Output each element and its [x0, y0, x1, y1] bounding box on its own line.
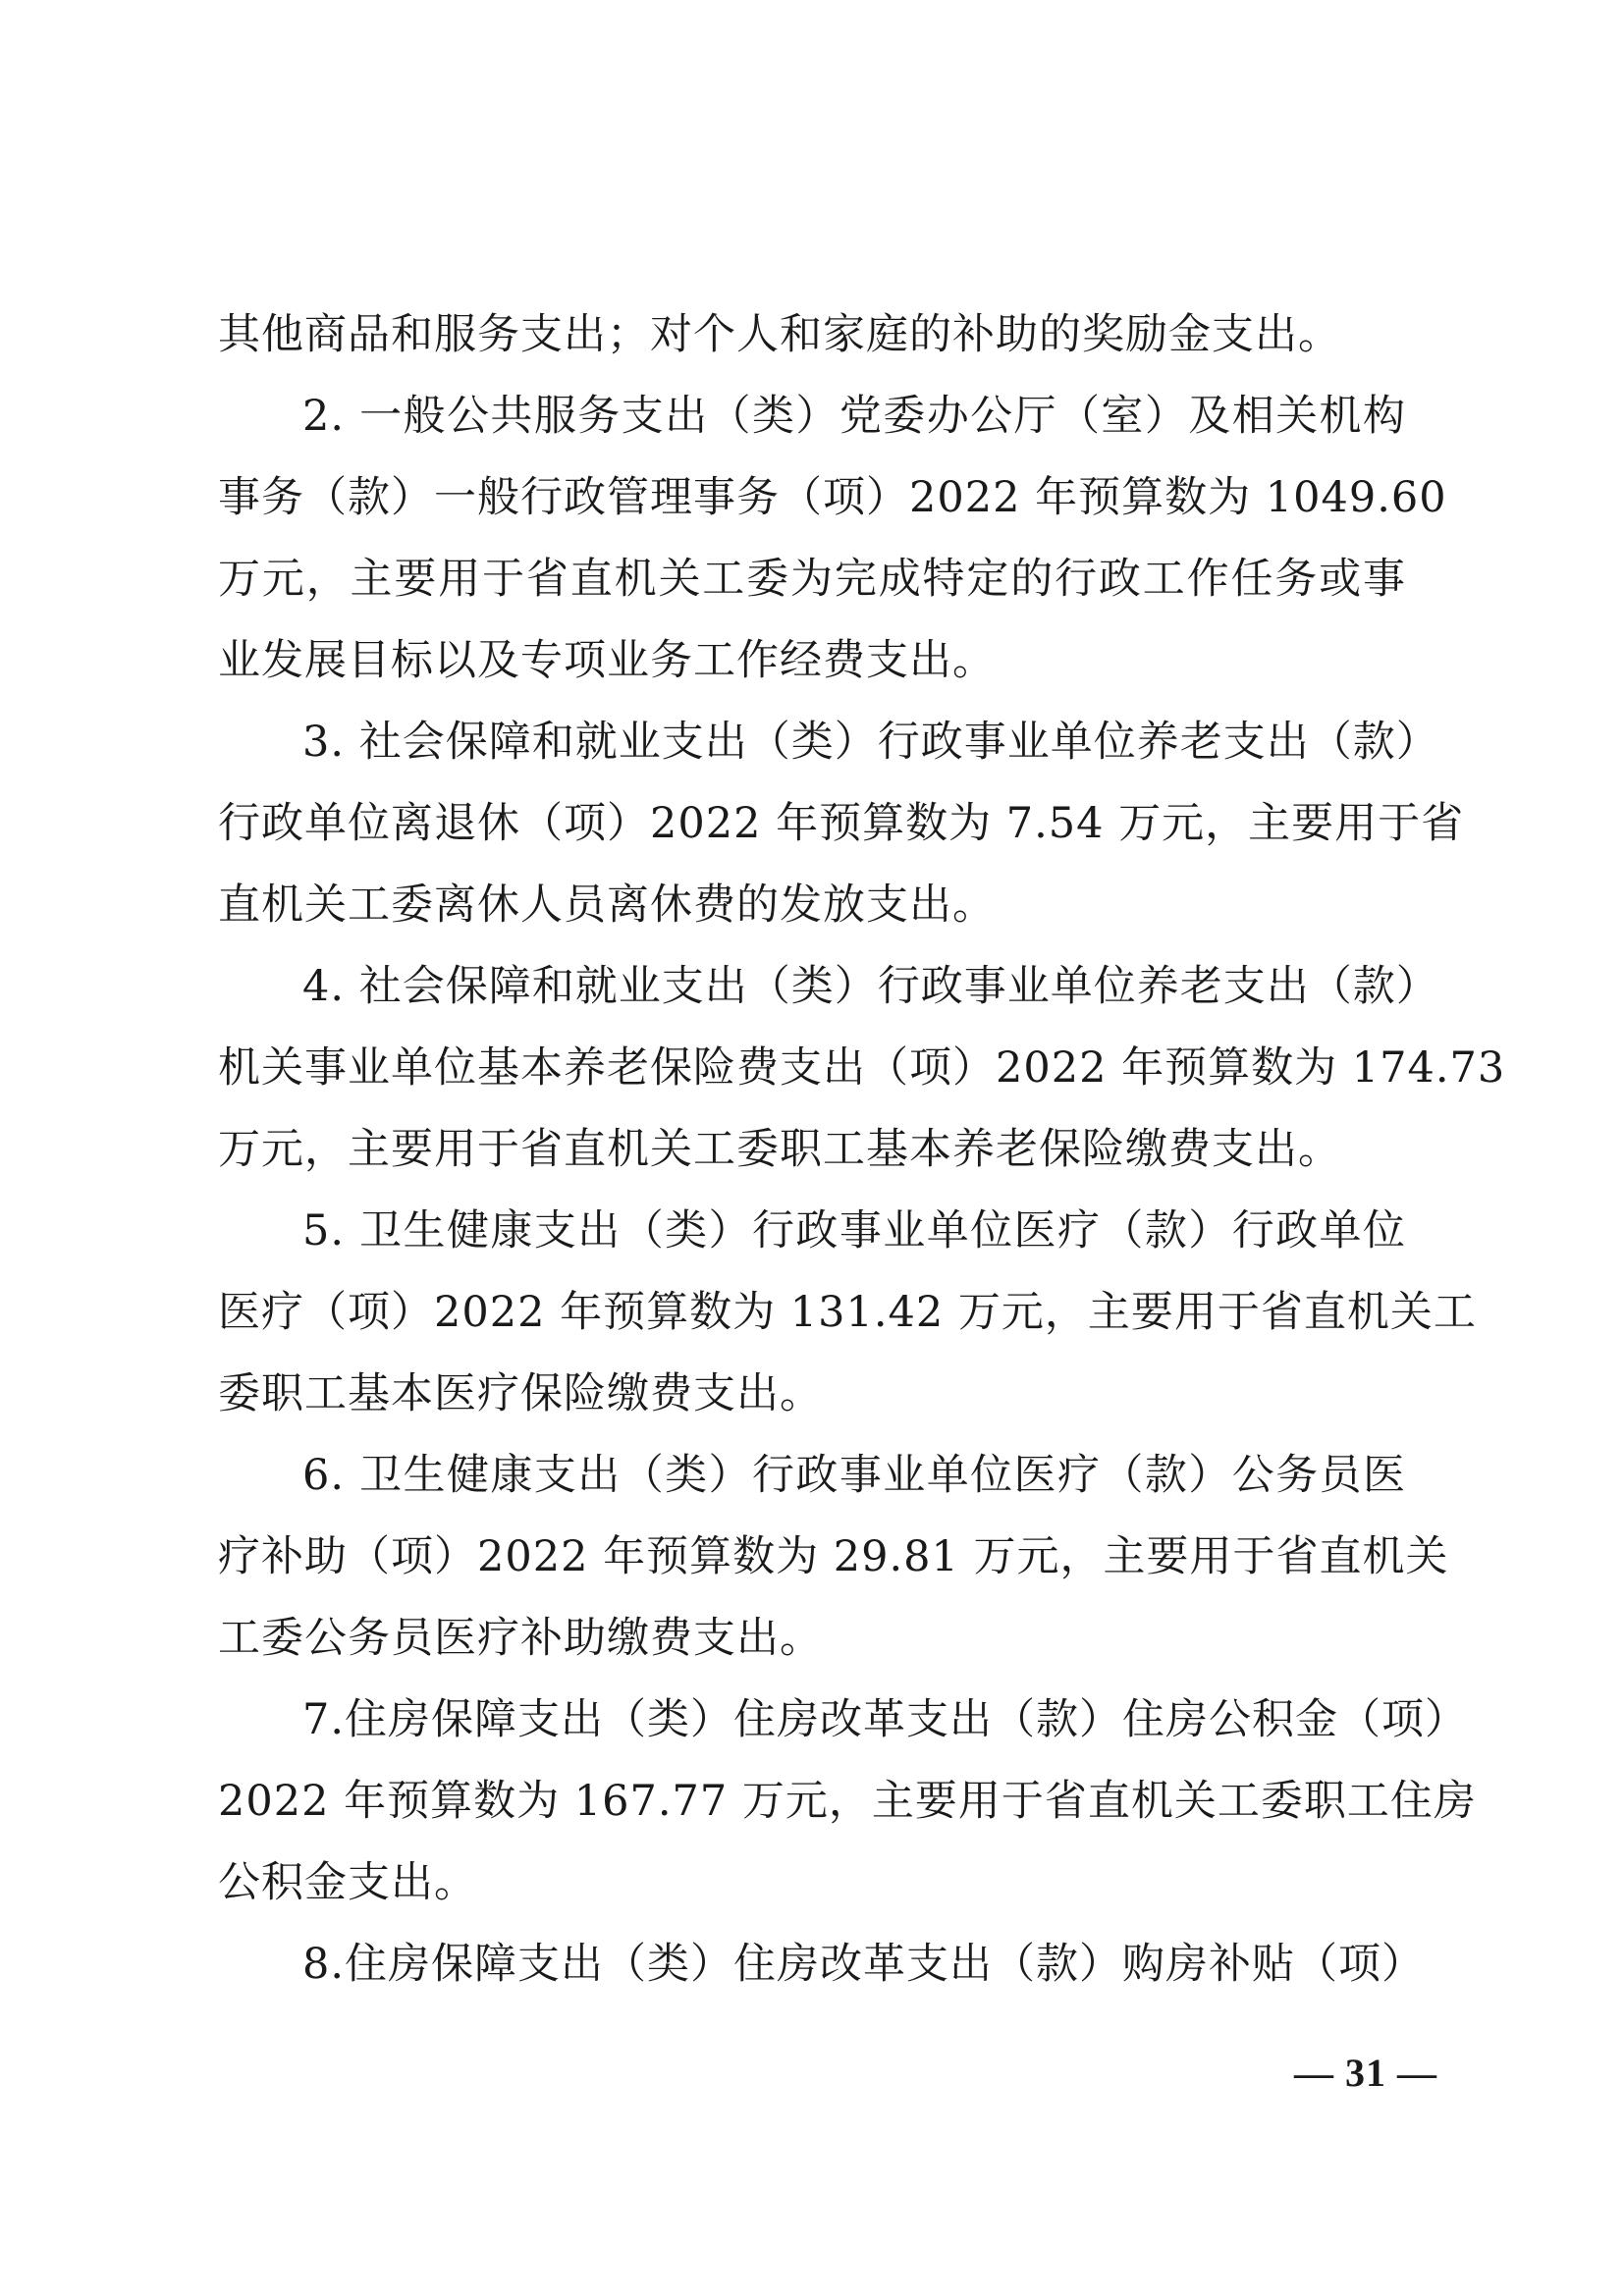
text-line: 2022 年预算数为 167.77 万元，主要用于省直机关工委职工住房	[218, 1777, 1477, 1826]
paragraph-first-line: 5. 卫生健康支出（类）行政事业单位医疗（款）行政单位	[302, 1206, 1406, 1255]
paragraph-first-line: 6. 卫生健康支出（类）行政事业单位医疗（款）公务员医	[302, 1451, 1406, 1500]
text-line: 工委公务员医疗补助缴费支出。	[218, 1614, 823, 1663]
text-line: 行政单位离退休（项）2022 年预算数为 7.54 万元，主要用于省	[218, 799, 1465, 848]
text-line: 疗补助（项）2022 年预算数为 29.81 万元，主要用于省直机关	[218, 1532, 1449, 1581]
text-line: 公积金支出。	[218, 1858, 477, 1907]
paragraph-first-line: 2. 一般公共服务支出（类）党委办公厅（室）及相关机构	[302, 392, 1406, 441]
text-line: 事务（款）一般行政管理事务（项）2022 年预算数为 1049.60	[218, 473, 1447, 522]
paragraph-first-line: 3. 社会保障和就业支出（类）行政事业单位养老支出（款）	[302, 718, 1439, 767]
text-line: 万元，主要用于省直机关工委职工基本养老保险缴费支出。	[218, 1125, 1341, 1174]
text-line: 委职工基本医疗保险缴费支出。	[218, 1369, 823, 1418]
text-line: 万元，主要用于省直机关工委为完成特定的行政工作任务或事	[218, 555, 1406, 604]
paragraph-first-line: 7.住房保障支出（类）住房改革支出（款）住房公积金（项）	[302, 1695, 1469, 1744]
document-body	[218, 294, 1506, 2005]
page-number: — 31 —	[1294, 2051, 1437, 2095]
text-line: 医疗（项）2022 年预算数为 131.42 万元，主要用于省直机关工	[218, 1288, 1477, 1337]
paragraph-first-line: 4. 社会保障和就业支出（类）行政事业单位养老支出（款）	[302, 962, 1439, 1011]
text-line: 机关事业单位基本养老保险费支出（项）2022 年预算数为 174.73	[218, 1043, 1506, 1093]
text-line: 业发展目标以及专项业务工作经费支出。	[218, 636, 996, 685]
text-line: 其他商品和服务支出；对个人和家庭的补助的奖励金支出。	[218, 310, 1341, 359]
paragraph-first-line: 8.住房保障支出（类）住房改革支出（款）购房补贴（项）	[302, 1940, 1426, 1989]
text-line: 直机关工委离休人员离休费的发放支出。	[218, 881, 996, 930]
